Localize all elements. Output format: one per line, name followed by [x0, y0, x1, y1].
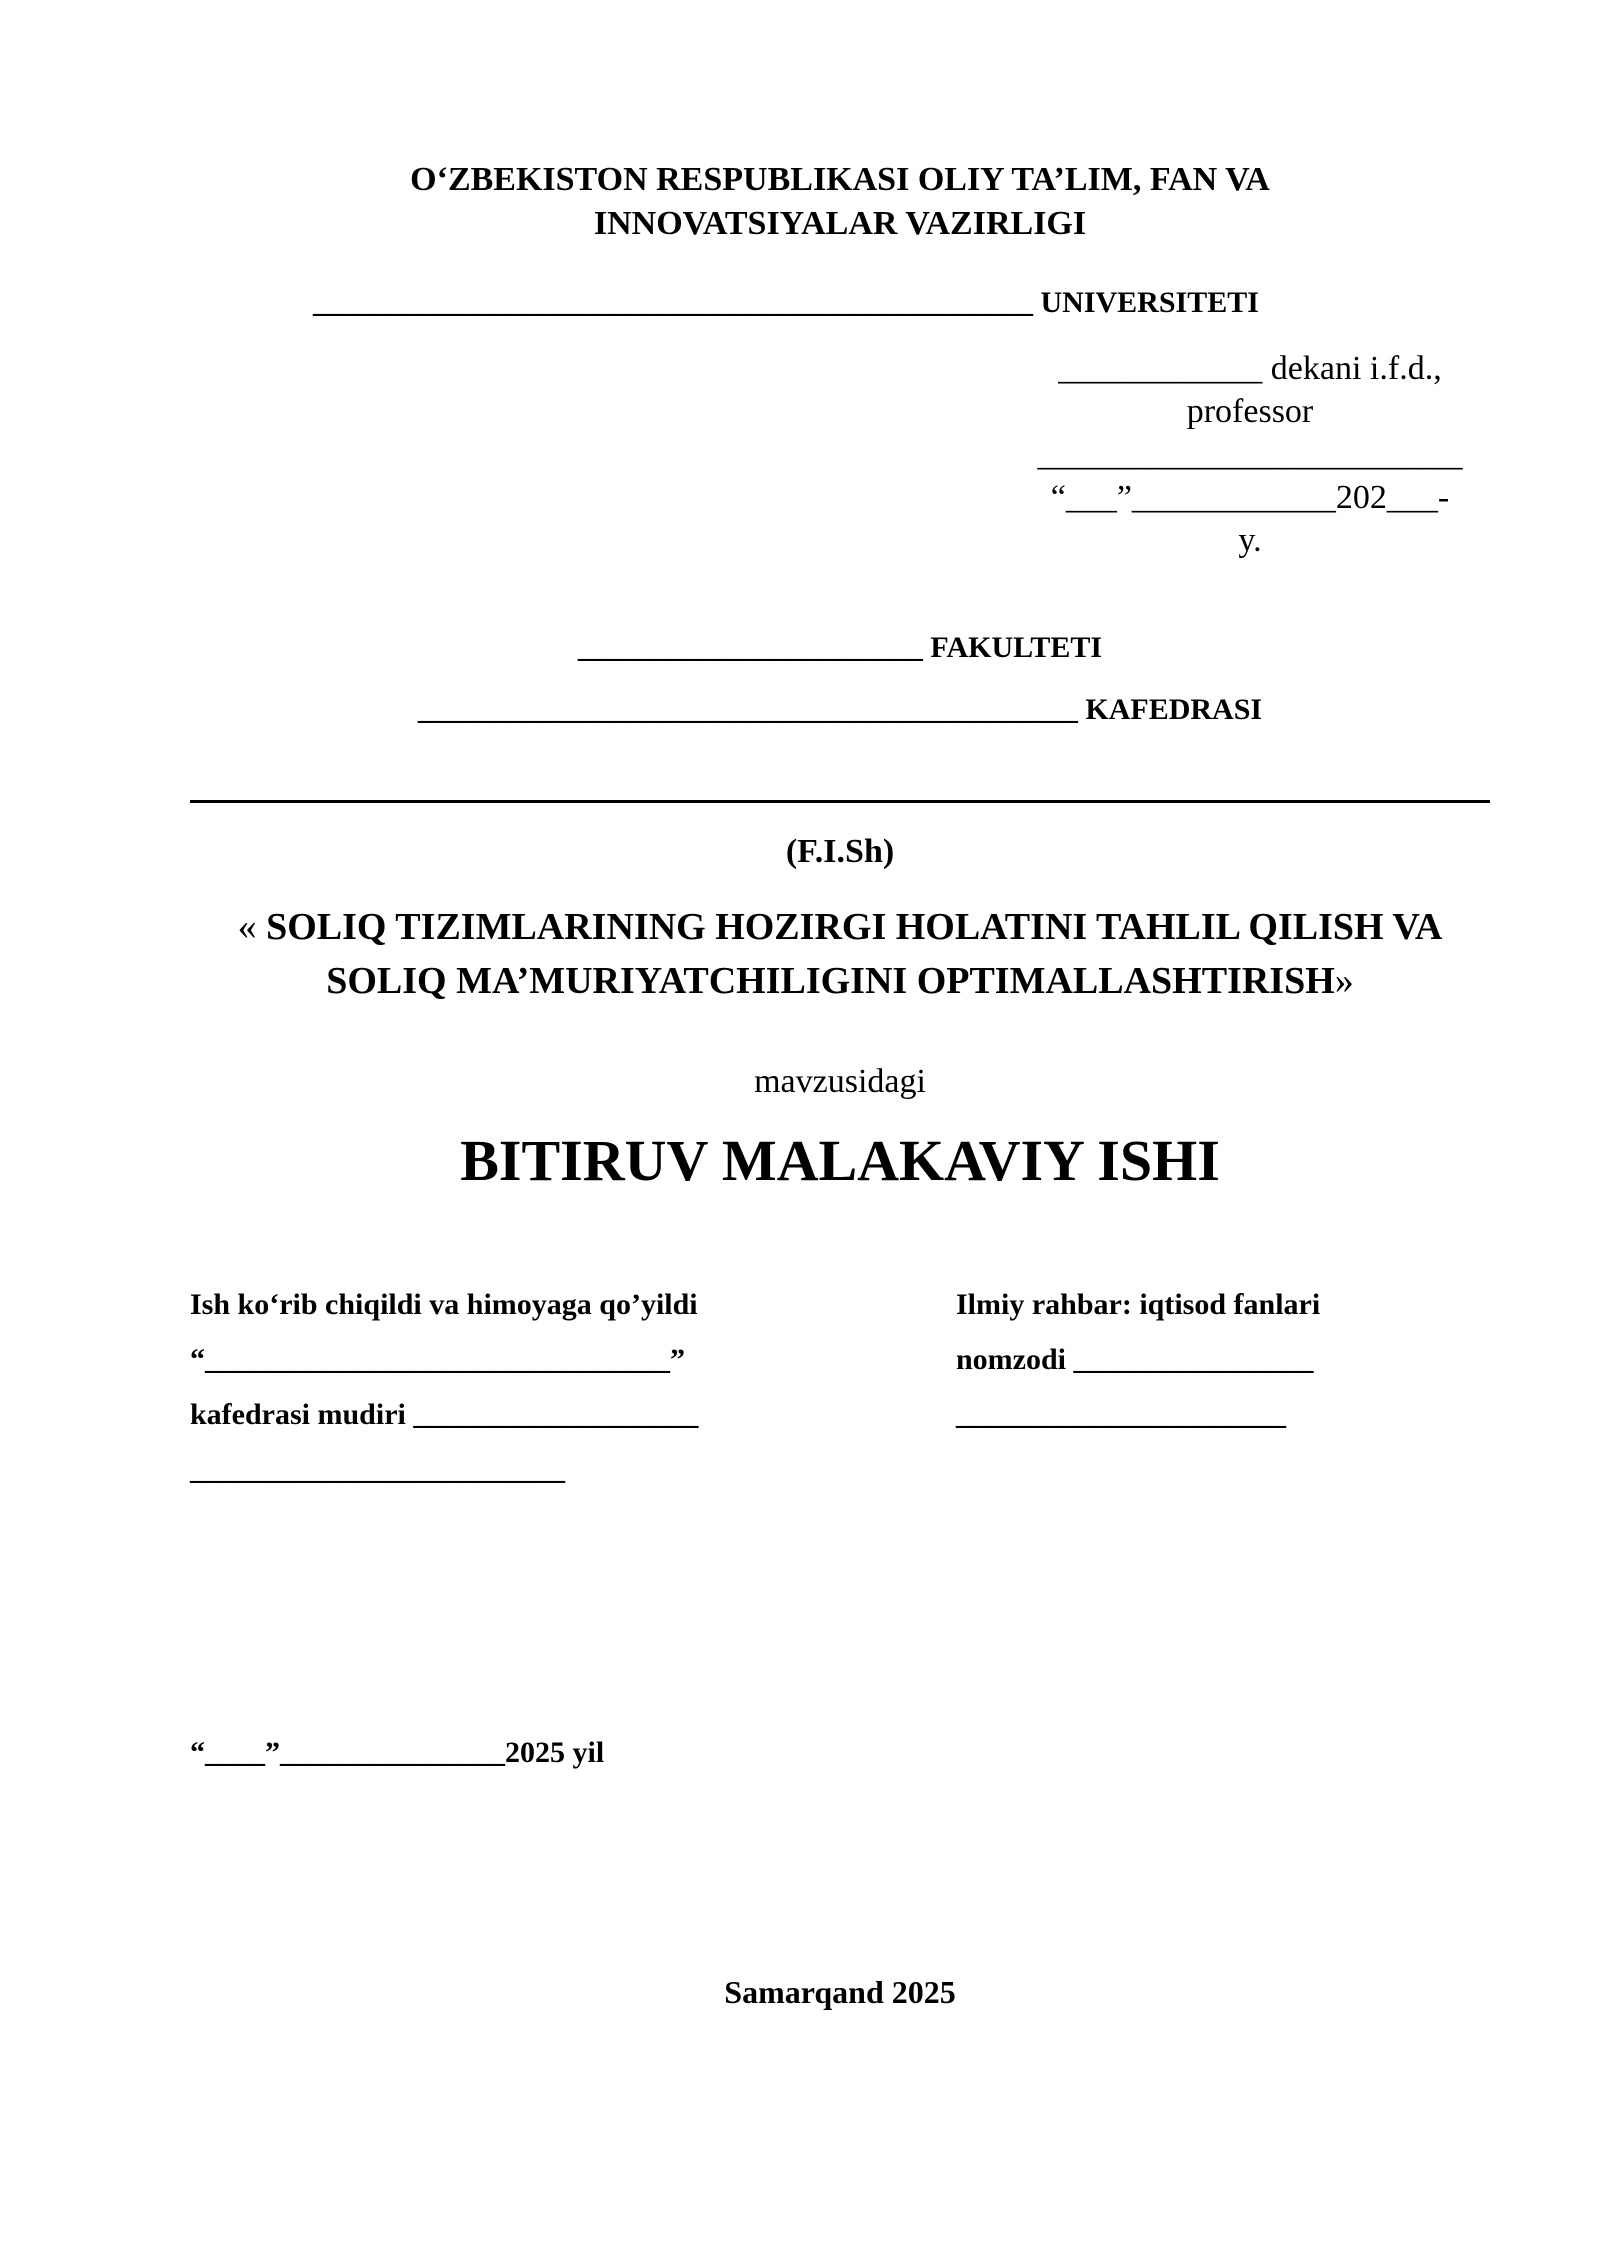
supervisor-line-2: nomzodi ________________ [956, 1343, 1314, 1376]
topic-close-quote: » [1334, 960, 1354, 1002]
dean-title: professor [1186, 393, 1314, 430]
faculty-line: _______________________ FAKULTETI [577, 631, 1103, 664]
dean-line: ____________ dekani i.f.d., [1058, 350, 1442, 387]
review-line-1: Ish ko‘rib chiqildi va himoyaga qo’yildi [190, 1288, 698, 1321]
ministry-line-2: INNOVATSIYALAR VAZIRLIGI [593, 205, 1087, 242]
department-line: ____________________________________________ KAFEDRASI [417, 693, 1263, 726]
approval-date-line: “___”____________202___- [1050, 479, 1450, 516]
supervisor-line-3: ______________________ [956, 1398, 1286, 1431]
city-year: Samarqand 2025 [724, 1974, 956, 2010]
topic-block [200, 900, 1480, 1008]
topic-open-quote: « [237, 906, 267, 948]
student-name-caption: (F.I.Sh) [785, 833, 895, 870]
topic-text: SOLIQ TIZIMLARINING HOZIRGI HOLATINI TAHLIL QILISH VA SOLIQ MA’MURIYATCHILIGINI OPTIMALLASHTIRISH [266, 906, 1443, 1002]
review-line-4: _________________________ [190, 1453, 565, 1486]
approval-year-suffix: y. [1238, 522, 1262, 559]
dean-signature-line: _________________________ [1037, 436, 1463, 473]
horizontal-rule [190, 800, 1490, 803]
document-title: BITIRUV MALAKAVIY ISHI [460, 1128, 1220, 1193]
review-line-2: “_______________________________” [190, 1343, 685, 1376]
footer-date-line: “____”_______________2025 yil [190, 1736, 605, 1769]
ministry-line-1: O‘ZBEKISTON RESPUBLIKASI OLIY TA’LIM, FAN VA [410, 161, 1270, 198]
supervisor-line-1: Ilmiy rahbar: iqtisod fanlari [956, 1288, 1321, 1321]
university-line: ________________________________________________ UNIVERSITETI [313, 286, 1259, 319]
review-line-3: kafedrasi mudiri ___________________ [190, 1398, 699, 1431]
ministry-heading [0, 158, 1600, 246]
topic-suffix: mavzusidagi [754, 1063, 926, 1100]
